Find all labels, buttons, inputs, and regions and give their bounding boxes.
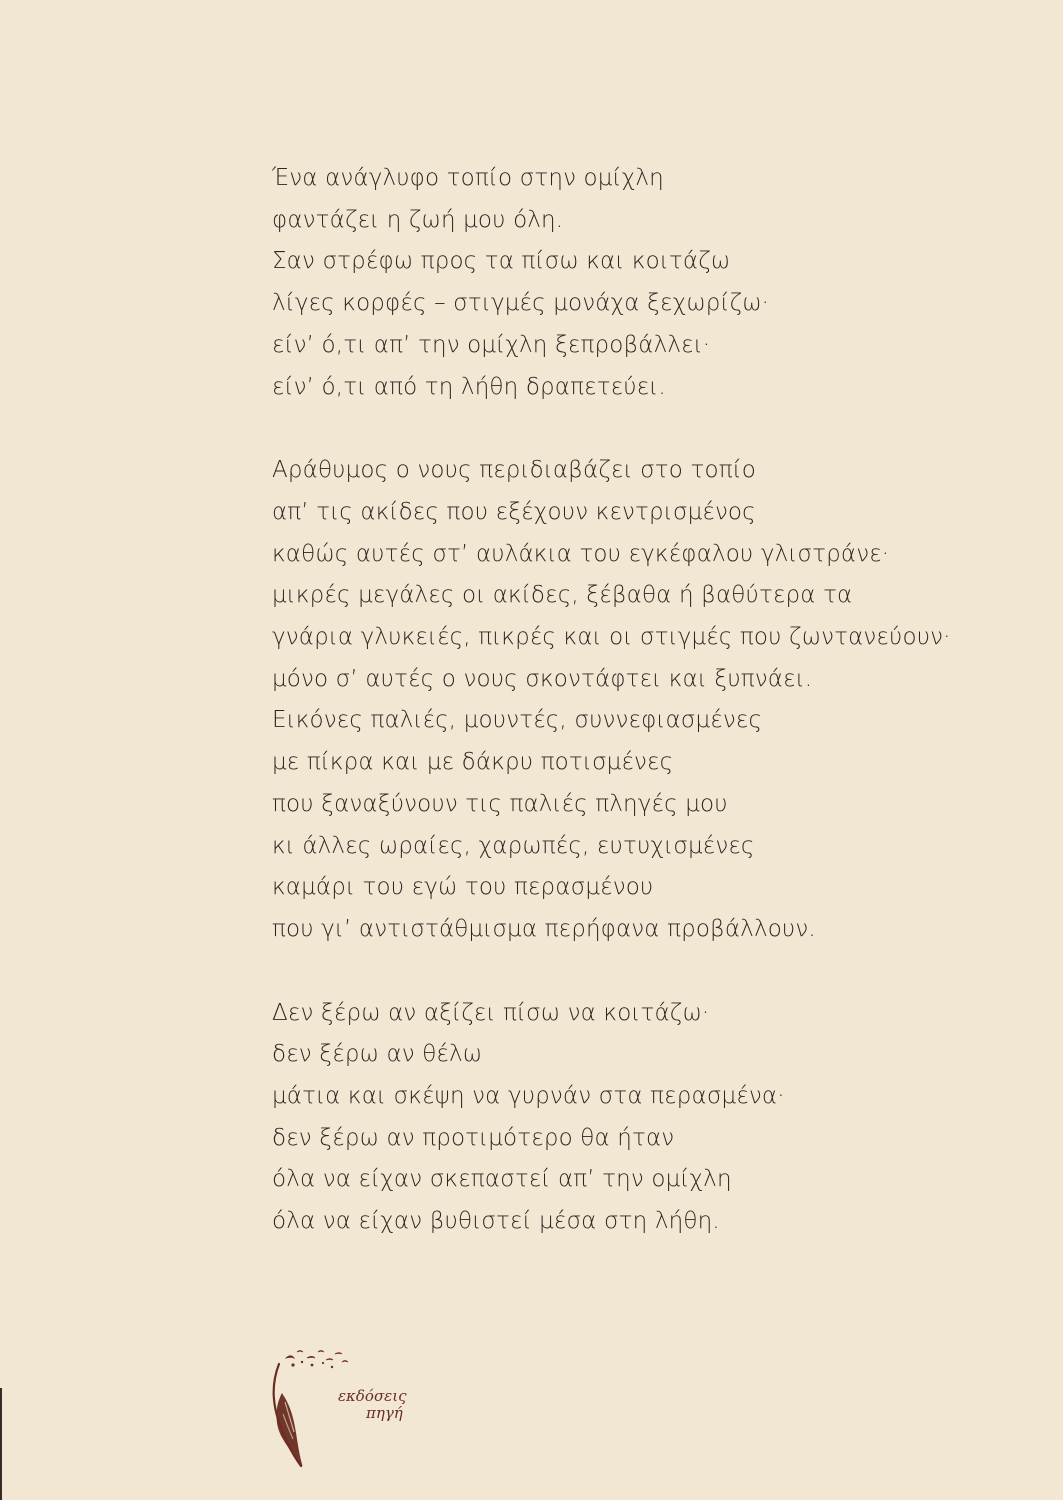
poem-line: φαντάζει η ζωή μου όλη. (272, 206, 564, 233)
poem-line: Δεν ξέρω αν αξίζει πίσω να κοιτάζω· (272, 999, 710, 1026)
poem-line: με πίκρα και με δάκρυ ποτισμένες (272, 749, 674, 776)
poem-line: είν’ ό,τι από τη λήθη δραπετεύει. (272, 373, 666, 400)
poem-line: λίγες κορφές – στιγμές μονάχα ξεχωρίζω· (272, 290, 770, 317)
poem-line: καμάρι του εγώ του περασμένου (272, 874, 654, 901)
publisher-logo (266, 1340, 466, 1490)
stanza-1 (272, 158, 1032, 408)
stanza-2 (272, 450, 1032, 950)
poem-line: Σαν στρέφω προς τα πίσω και κοιτάζω (272, 248, 731, 275)
publisher-name-line1: εκδόσεις (338, 1387, 407, 1405)
poem-line: γνάρια γλυκειές, πικρές και οι στιγμές που ζωντανεύουν· (272, 624, 951, 651)
poem-line: μάτια και σκέψη να γυρνάν στα περασμένα· (272, 1083, 785, 1110)
poem-line: καθώς αυτές στ’ αυλάκια του εγκέφαλου γλιστράνε· (272, 540, 890, 567)
poem-line: απ’ τις ακίδες που εξέχουν κεντρισμένος (272, 498, 756, 525)
page-edge-line (0, 1388, 2, 1500)
poem-line: είν’ ό,τι απ’ την ομίχλη ξεπροβάλλει· (272, 331, 711, 358)
stanza-3 (272, 993, 1032, 1243)
publisher-name (338, 1388, 407, 1422)
poem-line: δεν ξέρω αν θέλω (272, 1041, 483, 1068)
poem-line: όλα να είχαν βυθιστεί μέσα στη λήθη. (272, 1208, 720, 1235)
poem-line: που ξαναξύνουν τις παλιές πληγές μου (272, 790, 728, 817)
poem-line: όλα να είχαν σκεπαστεί απ’ την ομίχλη (272, 1166, 732, 1193)
poem-line: Ένα ανάγλυφο τοπίο στην ομίχλη (272, 165, 664, 191)
poem (272, 158, 1032, 1243)
poem-line: Αράθυμος ο νους περιδιαβάζει στο τοπίο (272, 457, 756, 484)
publisher-name-line2: πηγή (366, 1404, 403, 1422)
poem-line: που γι’ αντιστάθμισμα περήφανα προβάλλουν. (272, 915, 816, 942)
poem-line: Εικόνες παλιές, μουντές, συννεφιασμένες (272, 707, 763, 734)
poem-line: κι άλλες ωραίες, χαρωπές, ευτυχισμένες (272, 832, 755, 859)
poem-line: μικρές μεγάλες οι ακίδες, ξέβαθα ή βαθύτερα τα (272, 582, 853, 609)
poem-line: δεν ξέρω αν προτιμότερο θα ήταν (272, 1124, 675, 1151)
poem-line: μόνο σ’ αυτές ο νους σκοντάφτει και ξυπνάει. (272, 665, 813, 692)
